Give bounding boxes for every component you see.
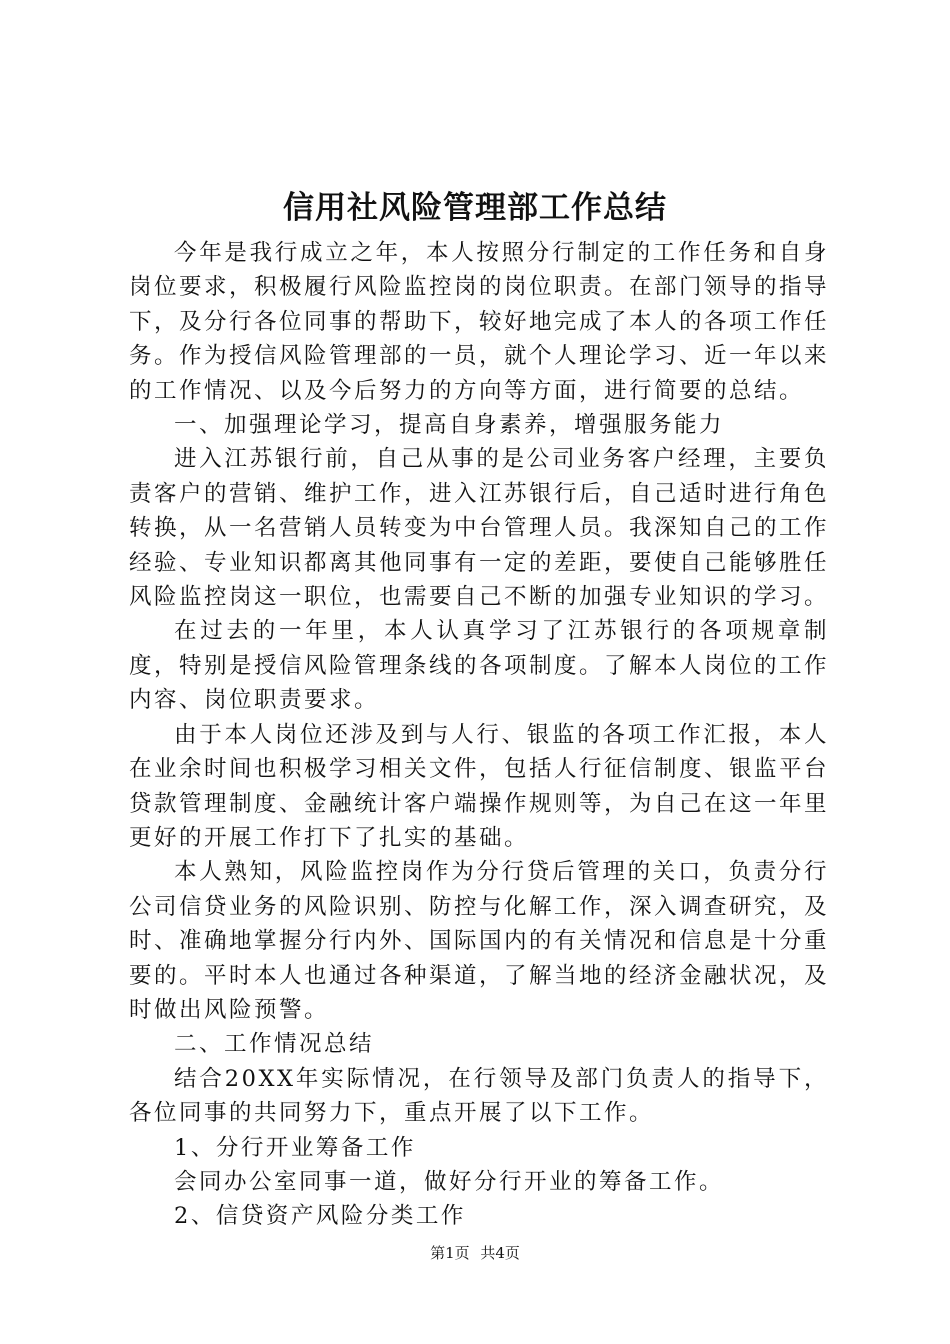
section-heading-2: 二、工作情况总结: [174, 1031, 375, 1058]
paragraph: 由于本人岗位还涉及到与人行、银监的各项工作汇报，本人在业余时间也积极学习相关文件，包括人行征信制度、银监平台贷款管理制度、金融统计客户端操作规则等，为自己在这一年里更好的开展工作打下了扎实的基础。: [129, 721, 830, 851]
paragraph: 本人熟知，风险监控岗作为分行贷后管理的关口，负责分行公司信贷业务的风险识别、防控与化解工作，深入调查研究，及时、准确地掌握分行内外、国际国内的有关情况和信息是十分重要的。平时本人也通过各种渠道，了解当地的经济金融状况，及时做出风险预警。: [129, 859, 830, 1023]
subsection-heading-1: 1、分行开业筹备工作: [174, 1134, 416, 1161]
document-body: [129, 236, 829, 1234]
document-title: 信用社风险管理部工作总结: [283, 190, 667, 226]
paragraph-intro: 今年是我行成立之年，本人按照分行制定的工作任务和自身岗位要求，积极履行风险监控岗的岗位职责。在部门领导的指导下，及分行各位同事的帮助下，较好地完成了本人的各项工作任务。作为授信风险管理部的一员，就个人理论学习、近一年以来的工作情况、以及今后努力的方向等方面，进行简要的总结。: [129, 240, 830, 404]
paragraph: 在过去的一年里，本人认真学习了江苏银行的各项规章制度，特别是授信风险管理条线的各项制度。了解本人岗位的工作内容、岗位职责要求。: [129, 618, 830, 714]
paragraph: 结合20XX年实际情况，在行领导及部门负责人的指导下，各位同事的共同努力下，重点开展了以下工作。: [129, 1065, 829, 1127]
paragraph: 进入江苏银行前，自己从事的是公司业务客户经理，主要负责客户的营销、维护工作，进入江苏银行后，自己适时进行角色转换，从一名营销人员转变为中台管理人员。我深知自己的工作经验、专业知识都离其他同事有一定的差距，要使自己能够胜任风险监控岗这一职位，也需要自己不断的加强专业知识的学习。: [129, 446, 830, 611]
page-number: 第1页: [430, 1244, 470, 1262]
page-total: 共4页: [480, 1244, 520, 1262]
paragraph: 会同办公室同事一道，做好分行开业的筹备工作。: [174, 1168, 725, 1195]
page-footer: [0, 1242, 950, 1264]
section-heading-1: 一、加强理论学习，提高自身素养，增强服务能力: [174, 412, 725, 439]
subsection-heading-2: 2、信贷资产风险分类工作: [174, 1203, 466, 1230]
